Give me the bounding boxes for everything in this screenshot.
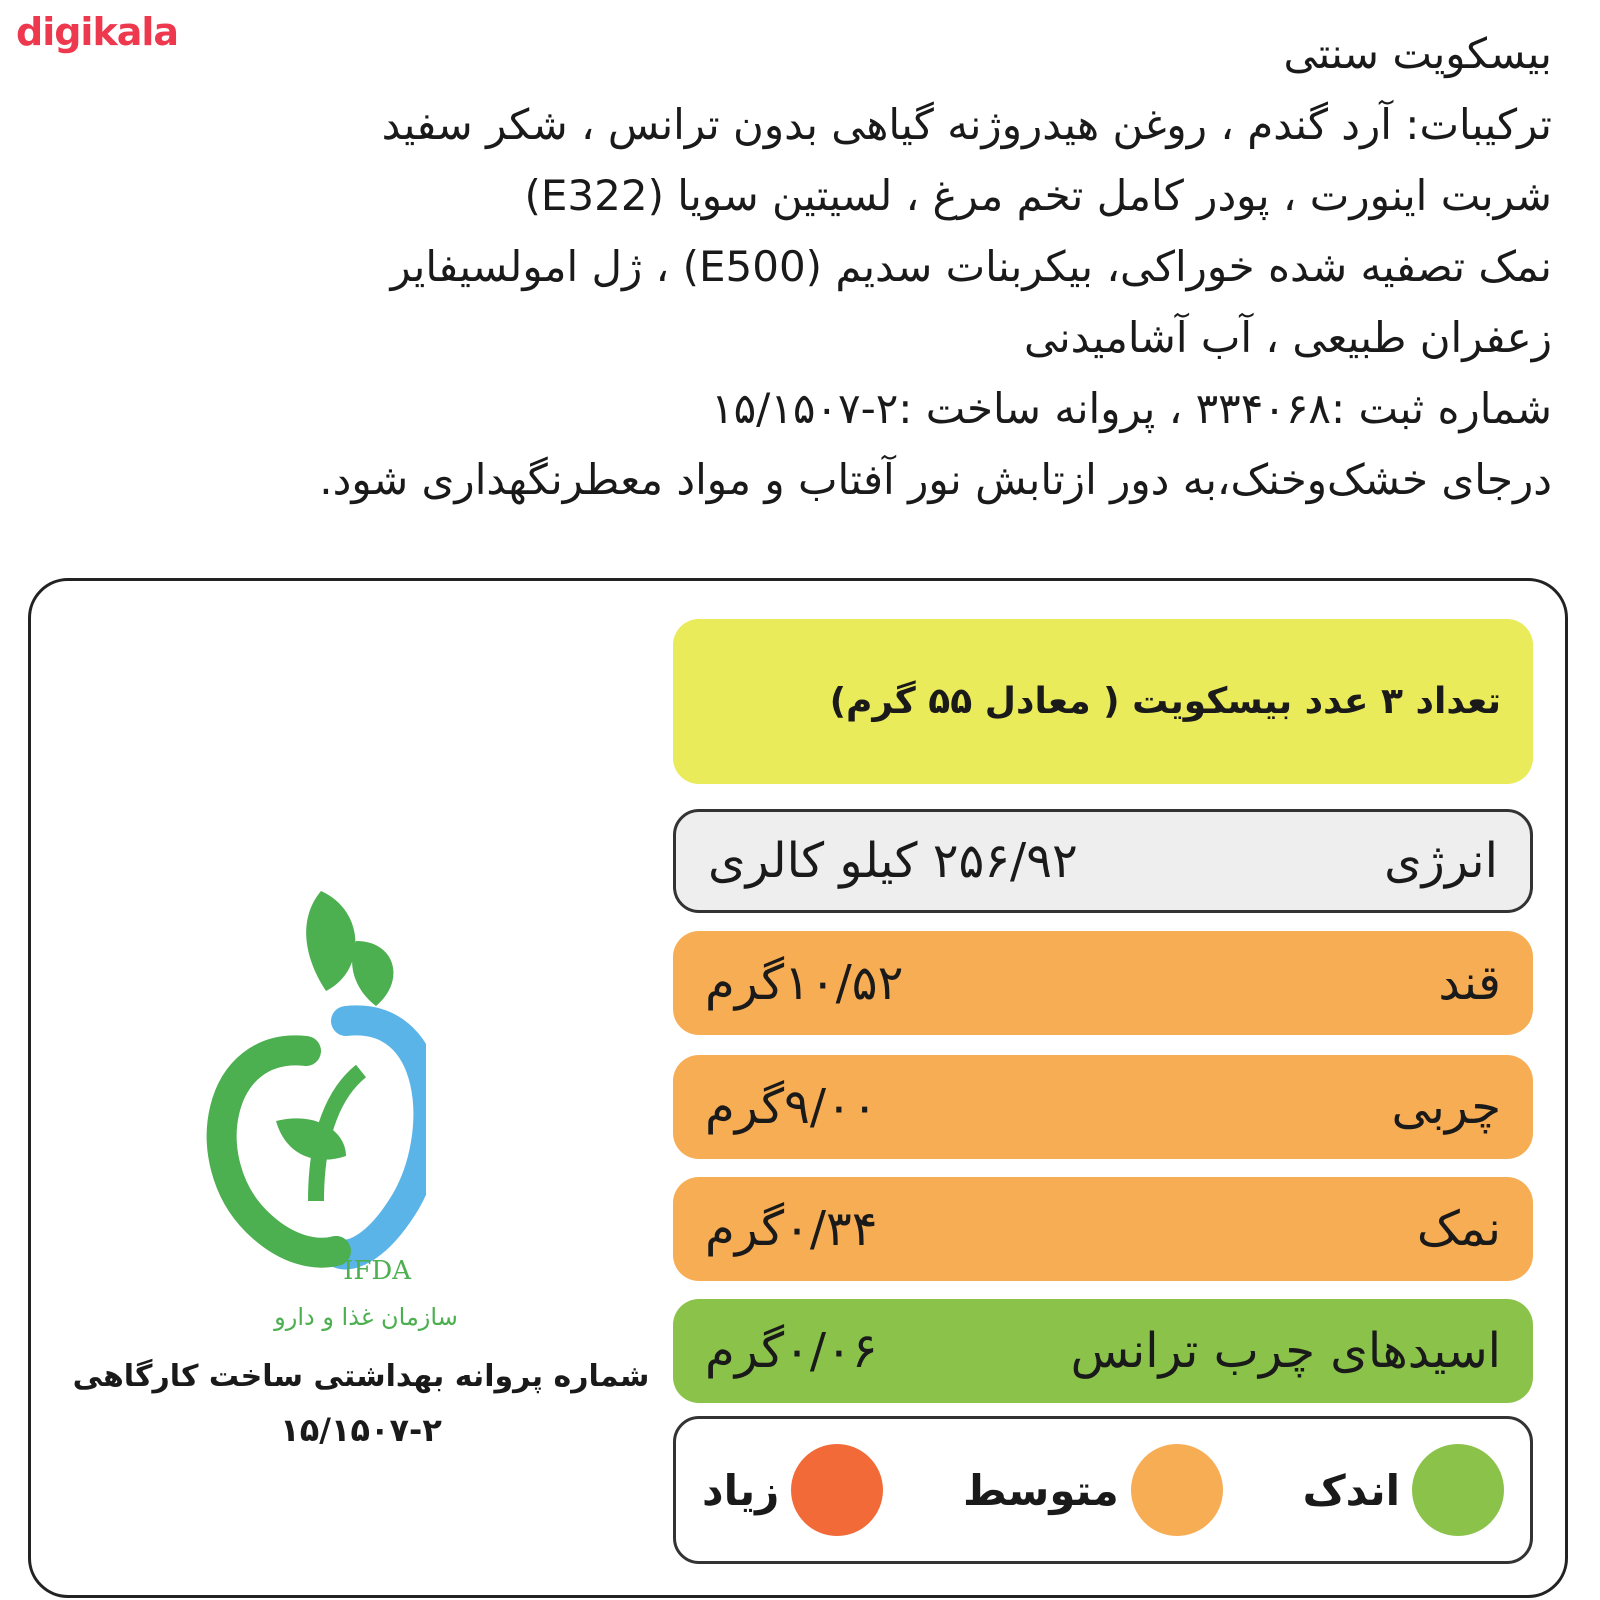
level-legend	[673, 1416, 1533, 1564]
sugar-value: ۱۰/۵۲گرم	[705, 955, 904, 1011]
trans-fat-label: اسیدهای چرب ترانس	[1070, 1323, 1501, 1379]
registration-line: شماره ثبت :۳۳۴۰۶۸ ، پروانه ساخت :۲-۱۵/۱۵۰۷	[711, 384, 1552, 433]
sugar-label: قند	[1438, 955, 1501, 1011]
medium-level-dot-icon	[1131, 1444, 1223, 1536]
legend-high-label: زیاد	[702, 1465, 780, 1515]
legend-low	[1303, 1444, 1504, 1536]
legend-medium-label: متوسط	[963, 1465, 1119, 1515]
ingredients-line: شربت اینورت ، پودر کامل تخم مرغ ، لسیتین سویا (E322)	[524, 171, 1552, 220]
nutrition-row-salt	[673, 1177, 1533, 1281]
salt-value: ۰/۳۴گرم	[705, 1201, 878, 1257]
energy-value: ۲۵۶/۹۲ کیلو کالری	[708, 833, 1078, 889]
energy-label: انرژی	[1384, 833, 1498, 889]
legend-high	[702, 1444, 883, 1536]
storage-line: درجای خشک‌وخنک،به دور ازتابش نور آفتاب و مواد معطرنگهداری شود.	[319, 455, 1552, 504]
ingredients-line: ترکیبات: آرد گندم ، روغن هیدروژنه گیاهی بدون ترانس ، شکر سفید	[381, 100, 1552, 149]
license-label: شماره پروانه بهداشتی ساخت کارگاهی	[72, 1359, 650, 1394]
ingredients-line: نمک تصفیه شده خوراکی، بیکربنات سدیم (E500) ، ژل امولسیفایر	[390, 242, 1552, 291]
trans-fat-value: ۰/۰۶گرم	[705, 1323, 878, 1379]
nutrition-row-energy	[673, 809, 1533, 913]
nutrition-row-sugar	[673, 931, 1533, 1035]
nutrition-row-trans-fat	[673, 1299, 1533, 1403]
org-name: سازمان غذا و دارو	[274, 1303, 458, 1331]
legend-medium	[963, 1444, 1223, 1536]
serving-size: تعداد ۳ عدد بیسکویت ( معادل ۵۵ گرم)	[673, 619, 1533, 784]
ifda-abbr: IFDA	[343, 1256, 411, 1286]
low-level-dot-icon	[1412, 1444, 1504, 1536]
fat-label: چربی	[1391, 1079, 1501, 1135]
nutrition-panel	[28, 578, 1568, 1598]
product-name: بیسکویت سنتی	[1283, 29, 1552, 78]
ingredients-line: زعفران طبیعی ، آب آشامیدنی	[1023, 313, 1552, 362]
license-number: ۱۵/۱۵۰۷-۲	[280, 1411, 442, 1449]
ingredients-block	[30, 18, 1552, 515]
legend-low-label: اندک	[1302, 1465, 1400, 1515]
salt-label: نمک	[1416, 1201, 1501, 1257]
nutrition-row-fat	[673, 1055, 1533, 1159]
fat-value: ۹/۰۰گرم	[705, 1079, 878, 1135]
brand-logo: digikala	[16, 10, 179, 54]
ifda-apple-logo-icon	[196, 871, 426, 1291]
high-level-dot-icon	[791, 1444, 883, 1536]
